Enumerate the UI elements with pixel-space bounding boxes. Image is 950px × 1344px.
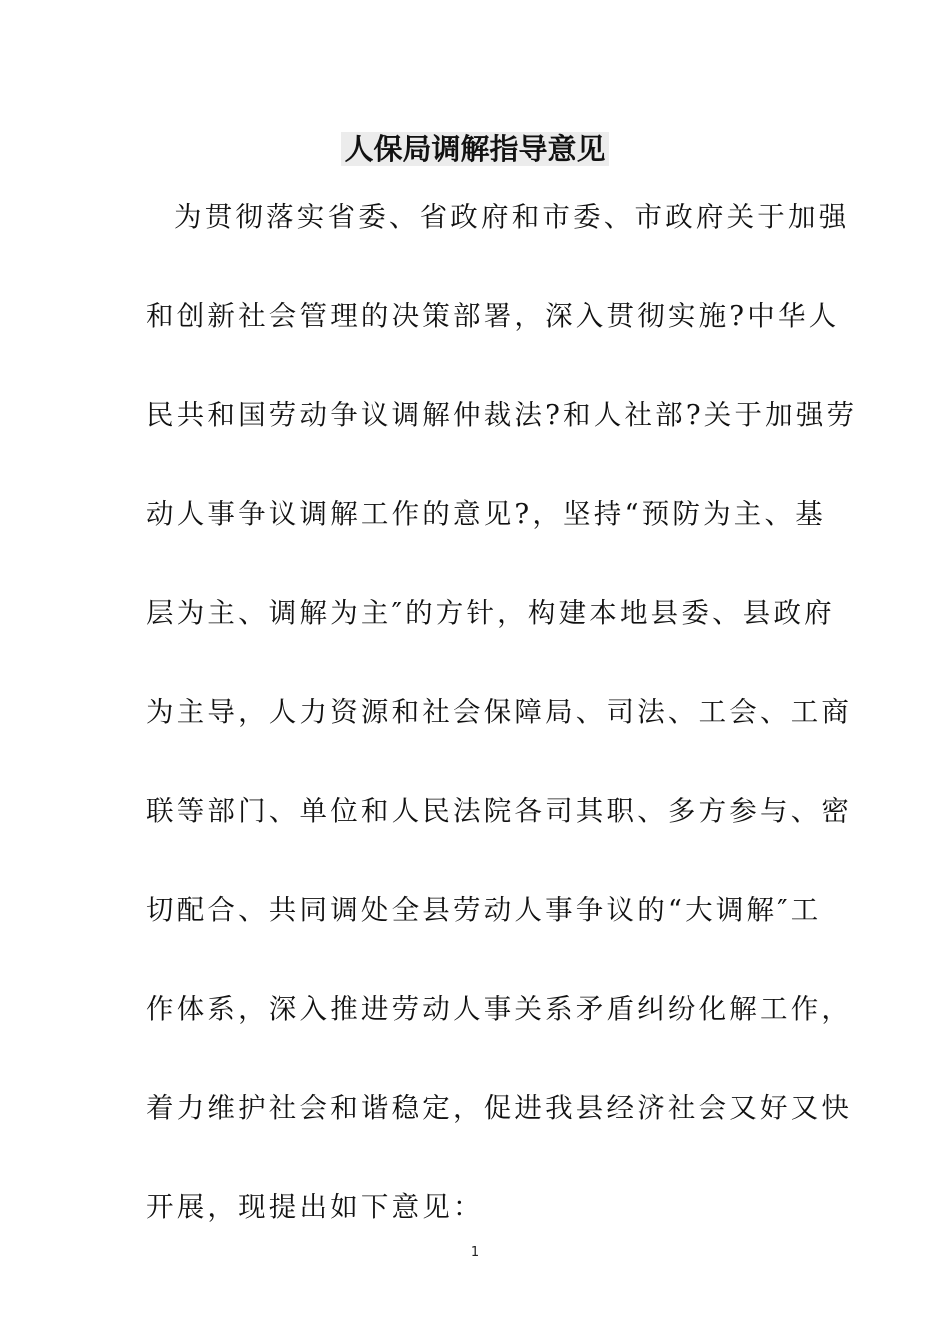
body-line-11: 开展，现提出如下意见： (146, 1191, 484, 1223)
document-title-text: 人保局调解指导意见 (341, 132, 608, 166)
body-line-5: 层为主、调解为主″的方针，构建本地县委、县政府 (146, 597, 835, 629)
body-line-6: 为主导，人力资源和社会保障局、司法、工会、工商 (146, 696, 853, 728)
body-line-3: 民共和国劳动争议调解仲裁法?和人社部?关于加强劳 (146, 399, 858, 431)
body-line-1: 为贯彻落实省委、省政府和市委、市政府关于加强 (174, 201, 850, 233)
document-body (146, 168, 858, 1257)
body-line-10: 着力维护社会和谐稳定，促进我县经济社会又好又快 (146, 1092, 853, 1124)
body-line-7: 联等部门、单位和人民法院各司其职、多方参与、密 (146, 795, 853, 827)
body-line-4: 动人事争议调解工作的意见?，坚持“预防为主、基 (146, 498, 826, 530)
document-title (0, 124, 950, 174)
page-number: 1 (470, 1245, 480, 1260)
body-line-2: 和创新社会管理的决策部署，深入贯彻实施?中华人 (146, 300, 840, 332)
body-line-8: 切配合、共同调处全县劳动人事争议的“大调解″工 (146, 894, 822, 926)
body-line-9: 作体系，深入推进劳动人事关系矛盾纠纷化解工作， (146, 993, 853, 1025)
